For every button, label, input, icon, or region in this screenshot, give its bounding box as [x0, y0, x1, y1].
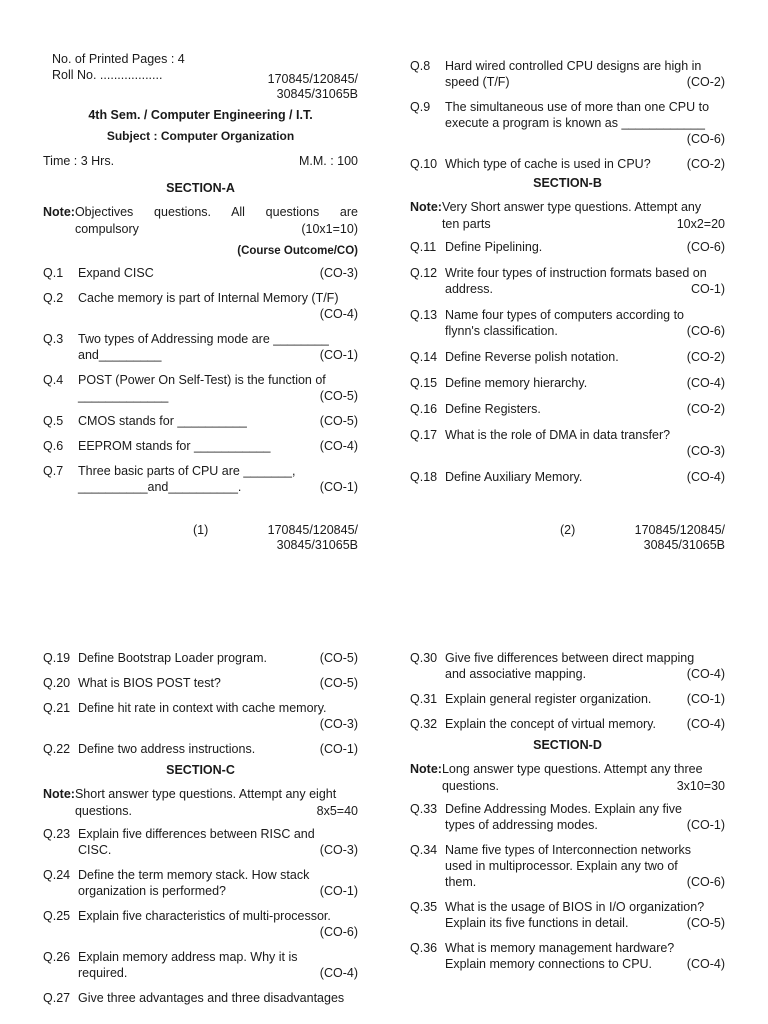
- page-number: (1): [193, 523, 209, 537]
- course-outcome: (CO-4): [686, 667, 725, 681]
- course-outcome: (CO-1): [686, 692, 725, 706]
- question-item: [43, 675, 358, 691]
- question-item: [43, 990, 358, 1006]
- question-text: flynn's classification.: [445, 324, 558, 338]
- question-text: execute a program is known as ____________: [445, 116, 705, 130]
- paper-code: 170845/120845/ 30845/31065B: [267, 72, 358, 101]
- question-number: Q.23: [43, 827, 71, 841]
- question-item: [410, 307, 725, 339]
- question-text: Define Pipelining.: [445, 240, 543, 254]
- question-text: Define Bootstrap Loader program.: [78, 651, 267, 665]
- course-outcome: (CO-4): [319, 966, 358, 980]
- question-item: [410, 427, 725, 459]
- question-item: [410, 650, 725, 682]
- question-item: [43, 331, 358, 363]
- question-number: Q.17: [410, 428, 438, 442]
- question-item: [410, 99, 725, 147]
- question-item: [43, 741, 358, 757]
- question-number: Q.9: [410, 100, 431, 114]
- question-number: Q.10: [410, 157, 438, 171]
- question-number: Q.21: [43, 701, 71, 715]
- question-item: [410, 801, 725, 833]
- question-number: Q.36: [410, 941, 438, 955]
- question-number: Q.11: [410, 240, 437, 254]
- section-b-note: Note: Very Short answer type questions. Attempt any ten parts 10x2=20: [410, 200, 725, 231]
- question-item: [43, 650, 358, 666]
- question-number: Q.25: [43, 909, 71, 923]
- course-outcome: (CO-5): [319, 651, 358, 665]
- question-item: [410, 899, 725, 931]
- question-number: Q.12: [410, 266, 438, 280]
- question-number: Q.33: [410, 802, 438, 816]
- question-text: Explain memory connections to CPU.: [445, 957, 653, 971]
- question-item: [43, 700, 358, 732]
- question-number: Q.22: [43, 742, 71, 756]
- question-item: [43, 949, 358, 981]
- question-text: Define Reverse polish notation.: [445, 350, 619, 364]
- question-text: Explain general register organization.: [445, 692, 652, 706]
- subject-title: Subject : Computer Organization: [106, 129, 295, 143]
- question-text: What is memory management hardware?: [445, 941, 675, 955]
- page-1: [43, 52, 358, 552]
- question-number: Q.31: [410, 692, 438, 706]
- question-text: Three basic parts of CPU are _______,: [78, 464, 296, 478]
- question-number: Q.26: [43, 950, 71, 964]
- question-text: organization is performed?: [78, 884, 226, 898]
- time-marks-row: [43, 154, 358, 169]
- section-c-questions-cont: [410, 650, 725, 732]
- course-outcome: (CO-2): [686, 157, 725, 171]
- question-number: Q.4: [43, 373, 64, 387]
- question-number: Q.14: [410, 350, 438, 364]
- course-outcome: (CO-4): [319, 307, 358, 321]
- course-outcome: (CO-1): [686, 818, 725, 832]
- printed-pages: No. of Printed Pages : 4: [52, 52, 185, 66]
- question-text: Define Auxiliary Memory.: [445, 470, 583, 484]
- section-a-questions-left: [43, 265, 358, 495]
- course-outcome: (CO-4): [319, 439, 358, 453]
- footer-code: 170845/120845/ 30845/31065B: [634, 523, 725, 552]
- question-item: [410, 349, 725, 365]
- section-b-questions: [410, 239, 725, 485]
- footer-code: 170845/120845/ 30845/31065B: [267, 523, 358, 552]
- question-text: Give five differences between direct mapping: [445, 651, 695, 665]
- semester-title: 4th Sem. / Computer Engineering / I.T.: [88, 108, 313, 122]
- page-2: [410, 52, 725, 552]
- question-text: What is BIOS POST test?: [78, 676, 221, 690]
- section-d-note: Note: Long answer type questions. Attempt any three questions. 3x10=30: [410, 762, 725, 793]
- course-outcome: (CO-6): [686, 324, 725, 338]
- question-text: What is the usage of BIOS in I/O organization?: [445, 900, 705, 914]
- question-text: Give three advantages and three disadvantages: [78, 991, 345, 1005]
- question-item: [43, 867, 358, 899]
- roll-number: Roll No. ..................: [52, 68, 163, 82]
- question-number: Q.15: [410, 376, 438, 390]
- section-d-title: SECTION-D: [533, 738, 602, 752]
- question-text: Which type of cache is used in CPU?: [445, 157, 651, 171]
- question-number: Q.7: [43, 464, 64, 478]
- page-4: [410, 650, 725, 972]
- question-number: Q.8: [410, 59, 431, 73]
- course-outcome-heading: (Course Outcome/CO): [237, 245, 358, 257]
- question-text: Explain its five functions in detail.: [445, 916, 629, 930]
- question-text: them.: [445, 875, 477, 889]
- question-item: [410, 375, 725, 391]
- page-1-footer: [43, 523, 358, 553]
- question-number: Q.18: [410, 470, 438, 484]
- course-outcome: (CO-5): [686, 916, 725, 930]
- question-number: Q.5: [43, 414, 64, 428]
- question-text: Expand CISC: [78, 266, 154, 280]
- question-item: [43, 463, 358, 495]
- question-text: types of addressing modes.: [445, 818, 598, 832]
- course-outcome: (CO-1): [319, 742, 358, 756]
- header-block: [43, 52, 358, 100]
- question-text: required.: [78, 966, 128, 980]
- question-text: Define memory hierarchy.: [445, 376, 588, 390]
- question-item: [410, 940, 725, 972]
- course-outcome: (CO-5): [319, 389, 358, 403]
- question-text: _____________: [78, 389, 169, 403]
- question-item: [410, 842, 725, 890]
- question-text: The simultaneous use of more than one CPU to: [445, 100, 710, 114]
- question-number: Q.27: [43, 991, 71, 1005]
- question-item: [410, 239, 725, 255]
- question-number: Q.19: [43, 651, 71, 665]
- question-number: Q.20: [43, 676, 71, 690]
- question-text: Cache memory is part of Internal Memory (T/F): [78, 291, 339, 305]
- question-text: and_________: [78, 348, 162, 362]
- course-outcome: (CO-3): [319, 266, 358, 280]
- question-text: speed (T/F): [445, 75, 510, 89]
- question-item: [43, 290, 358, 322]
- course-outcome: (CO-3): [319, 717, 358, 731]
- course-outcome: (CO-1): [319, 884, 358, 898]
- question-item: [410, 469, 725, 485]
- page-3: [43, 650, 358, 1006]
- question-number: Q.13: [410, 308, 438, 322]
- question-item: [43, 413, 358, 429]
- question-text: Explain five characteristics of multi-processor.: [78, 909, 331, 923]
- question-text: Define the term memory stack. How stack: [78, 868, 310, 882]
- question-text: What is the role of DMA in data transfer?: [445, 428, 671, 442]
- course-outcome: (CO-6): [686, 875, 725, 889]
- course-outcome: (CO-2): [686, 350, 725, 364]
- page-number: (2): [560, 523, 576, 537]
- question-text: Name four types of computers according to: [445, 308, 685, 322]
- course-outcome: (CO-4): [686, 470, 725, 484]
- question-text: __________and__________.: [78, 480, 242, 494]
- question-text: Explain memory address map. Why it is: [78, 950, 298, 964]
- question-number: Q.6: [43, 439, 64, 453]
- course-outcome: (CO-5): [319, 676, 358, 690]
- question-text: POST (Power On Self-Test) is the function of: [78, 373, 326, 387]
- section-c-title: SECTION-C: [166, 763, 235, 777]
- question-text: Define Addressing Modes. Explain any five: [445, 802, 682, 816]
- course-outcome: (CO-4): [686, 717, 725, 731]
- question-item: [410, 691, 725, 707]
- exam-time: Time : 3 Hrs.: [43, 154, 115, 168]
- question-number: Q.34: [410, 843, 438, 857]
- section-b-questions-cont: [43, 650, 358, 757]
- question-item: [43, 265, 358, 281]
- course-outcome: (CO-6): [319, 925, 358, 939]
- question-number: Q.30: [410, 651, 438, 665]
- question-text: CISC.: [78, 843, 112, 857]
- course-outcome: (CO-4): [686, 957, 725, 971]
- question-number: Q.2: [43, 291, 64, 305]
- section-a-title: SECTION-A: [166, 181, 235, 195]
- question-text: Hard wired controlled CPU designs are high in: [445, 59, 702, 73]
- section-d-questions: [410, 801, 725, 972]
- course-outcome: (CO-3): [319, 843, 358, 857]
- question-text: address.: [445, 282, 493, 296]
- question-text: used in multiprocessor. Explain any two of: [445, 859, 678, 873]
- section-c-questions: [43, 826, 358, 1006]
- section-b-title: SECTION-B: [533, 176, 602, 190]
- question-number: Q.1: [43, 266, 64, 280]
- question-text: Explain five differences between RISC and: [78, 827, 315, 841]
- section-a-questions-right: [410, 58, 725, 172]
- question-text: Define Registers.: [445, 402, 541, 416]
- question-text: Define hit rate in context with cache memory.: [78, 701, 327, 715]
- question-text: and associative mapping.: [445, 667, 587, 681]
- course-outcome: (CO-5): [319, 414, 358, 428]
- section-c-note: Note: Short answer type questions. Attempt any eight questions. 8x5=40: [43, 787, 358, 818]
- course-outcome: (CO-3): [686, 444, 725, 458]
- question-text: CMOS stands for __________: [78, 414, 247, 428]
- max-marks: M.M. : 100: [298, 154, 358, 168]
- question-text: Name five types of Interconnection networks: [445, 843, 691, 857]
- question-item: [410, 716, 725, 732]
- course-outcome: (CO-2): [686, 402, 725, 416]
- question-number: Q.35: [410, 900, 438, 914]
- question-text: Two types of Addressing mode are ________: [78, 332, 329, 346]
- course-outcome: (CO-1): [319, 348, 358, 362]
- question-item: [410, 156, 725, 172]
- section-a-note: Note: Objectives questions. All questions are compulsory (10x1=10): [43, 205, 358, 236]
- question-text: Write four types of instruction formats based on: [445, 266, 707, 280]
- question-number: Q.32: [410, 717, 438, 731]
- question-item: [410, 401, 725, 417]
- question-number: Q.24: [43, 868, 71, 882]
- question-item: [43, 372, 358, 404]
- question-number: Q.3: [43, 332, 64, 346]
- question-text: Explain the concept of virtual memory.: [445, 717, 656, 731]
- course-outcome: (CO-6): [686, 132, 725, 146]
- course-outcome: (CO-4): [686, 376, 725, 390]
- course-outcome: (CO-6): [686, 240, 725, 254]
- question-item: [43, 908, 358, 940]
- course-outcome: (CO-1): [319, 480, 358, 494]
- course-outcome: (CO-2): [686, 75, 725, 89]
- page-2-footer: [410, 523, 725, 553]
- question-item: [410, 265, 725, 297]
- question-text: EEPROM stands for ___________: [78, 439, 271, 453]
- course-outcome: CO-1): [690, 282, 725, 296]
- question-text: Define two address instructions.: [78, 742, 256, 756]
- question-item: [43, 438, 358, 454]
- question-item: [410, 58, 725, 90]
- question-number: Q.16: [410, 402, 438, 416]
- question-item: [43, 826, 358, 858]
